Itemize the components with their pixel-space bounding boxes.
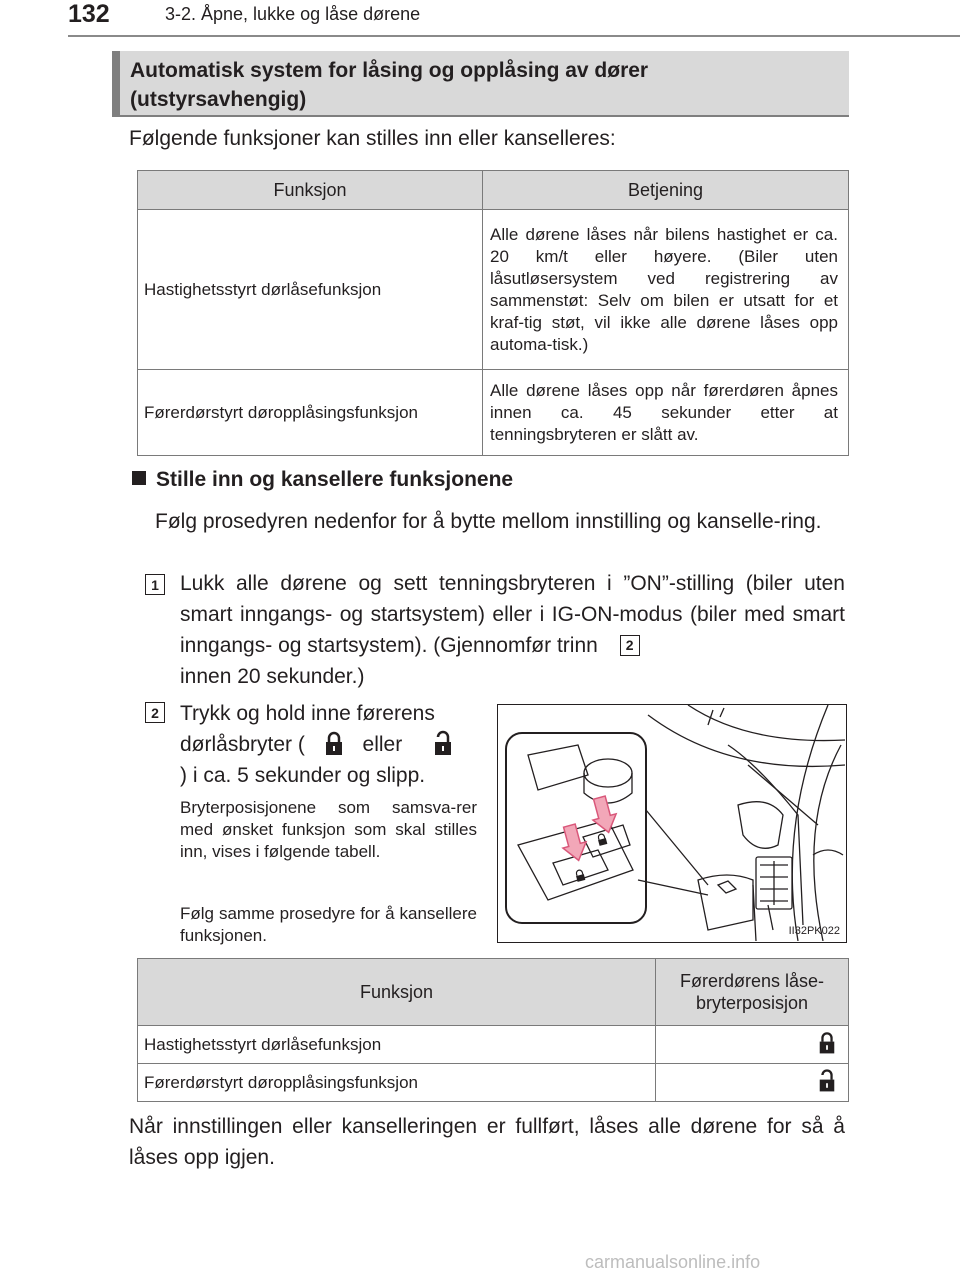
page-number: 132 — [68, 0, 110, 28]
step-2-text-end: ) i ca. 5 sekunder og slipp. — [180, 764, 426, 787]
table-row — [138, 1064, 849, 1102]
unlocked-padlock-icon — [817, 1068, 837, 1098]
figure-code: II32PK022 — [788, 925, 840, 937]
subsection-heading — [132, 468, 513, 492]
table-cell-position — [656, 1064, 849, 1102]
step-1-text — [180, 568, 845, 692]
table-cell-position — [656, 1026, 849, 1064]
table-row — [138, 370, 849, 456]
table-row — [138, 1026, 849, 1064]
outro-text: Når innstillingen eller kanselleringen er fullført, låses alle dørene for så å låses opp igjen. — [129, 1115, 845, 1169]
unlocked-padlock-icon — [432, 730, 454, 756]
step-reference-badge: 2 — [620, 635, 640, 656]
table-cell-function: Hastighetsstyrt dørlåsefunksjon — [138, 1026, 656, 1064]
locked-padlock-icon — [323, 730, 345, 756]
step-2-note: Bryterposisjonene som samsva-rer med ønsket funksjon som skal stilles inn, vises i følgende tabell. — [180, 798, 477, 861]
table-header-function: Funksjon — [138, 959, 656, 1026]
table-cell-operation: Alle dørene låses når bilens hastighet er ca. 20 km/t eller høyere. (Biler uten låsutløsersystem ved registrering av sammenstøt: Selv om bilen er utsatt for et kraf-tig støt, vil ikke alle dørene låses opp automa-tisk.) — [483, 210, 849, 370]
step-1-text-end: innen 20 sekunder.) — [180, 665, 365, 688]
switch-position-table — [137, 958, 849, 1102]
table-header-switch-position: Førerdørens låse-bryterposisjon — [656, 959, 849, 1026]
intro-text: Følgende funksjoner kan stilles inn eller kanselleres: — [129, 127, 616, 150]
chapter-title: 3-2. Åpne, lukke og låse dørene — [165, 4, 421, 24]
table-header-operation: Betjening — [483, 171, 849, 210]
step-2-text-middle: eller — [362, 733, 403, 756]
step-number-badge: 1 — [145, 574, 165, 595]
table-cell-operation: Alle dørene låses opp når førerdøren åpnes innen ca. 45 sekunder etter at tenningsbryteren er slått av. — [483, 370, 849, 456]
table-row — [138, 210, 849, 370]
subsection-title: Stille inn og kansellere funksjonene — [156, 468, 514, 491]
step-2-text-start: Trykk og hold inne førerens dørlåsbryter ( — [180, 702, 435, 756]
locked-padlock-icon — [817, 1030, 837, 1060]
step-number-badge: 2 — [145, 702, 165, 723]
step-2-note: Følg samme prosedyre for å kansellere funksjonen. — [180, 904, 477, 945]
header-rule — [68, 35, 960, 37]
step-2-text — [180, 698, 478, 791]
table-cell-function: Hastighetsstyrt dørlåsefunksjon — [138, 210, 483, 370]
door-lock-switch-illustration — [497, 704, 847, 943]
section-title: Automatisk system for låsing og opplåsing av dører (utstyrsavhengig) — [130, 59, 649, 111]
table-cell-function: Førerdørstyrt døropplåsingsfunksjon — [138, 370, 483, 456]
illustration-drawing — [498, 705, 845, 941]
table-cell-function: Førerdørstyrt døropplåsingsfunksjon — [138, 1064, 656, 1102]
watermark: carmanualsonline.info — [585, 1252, 761, 1272]
square-bullet-icon — [132, 471, 146, 485]
table-header-function: Funksjon — [138, 171, 483, 210]
functions-table — [137, 170, 849, 456]
subsection-paragraph: Følg prosedyren nedenfor for å bytte mellom innstilling og kanselle-ring. — [155, 510, 822, 533]
step-1-text-main: Lukk alle dørene og sett tenningsbryteren i ”ON”-stilling (biler uten smart inngangs- og startsystem) eller i IG-ON-modus (biler med smart inngangs- og startsystem). (Gjennomfør trinn — [180, 572, 845, 657]
